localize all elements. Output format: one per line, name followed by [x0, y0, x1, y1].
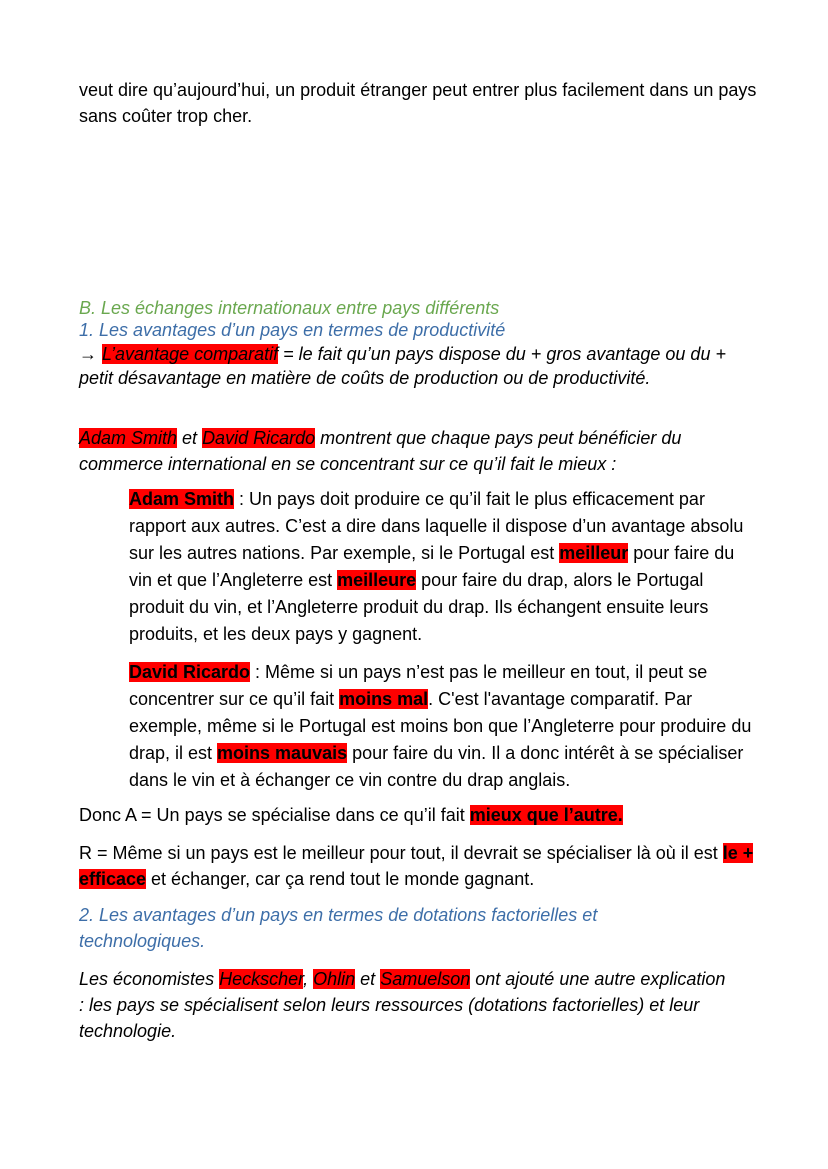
arrow: →	[79, 344, 103, 364]
section-b-heading: B. Les échanges internationaux entre pays différents	[79, 298, 500, 318]
highlight-heckscher: Heckscher	[219, 969, 304, 989]
smith-paragraph	[129, 486, 759, 648]
highlight-david-ricardo: David Ricardo	[202, 428, 316, 448]
r-paragraph	[79, 840, 759, 892]
highlight-adam-smith: Adam Smith	[79, 428, 178, 448]
ricardo-paragraph	[129, 659, 759, 794]
highlight: meilleur	[559, 543, 629, 563]
highlight-name: David Ricardo	[129, 662, 251, 682]
highlight-name: Adam Smith	[129, 489, 235, 509]
subsection-1-heading: 1. Les avantages d’un pays en termes de productivité	[79, 320, 506, 340]
text: et	[177, 428, 203, 448]
highlight: moins mauvais	[217, 743, 348, 763]
text: pour faire du drap, alors le Portugal produit du vin, et l’Angleterre produit du drap. Ils échangent ensuite leurs produits, et les deux pays y gagnent.	[129, 570, 709, 644]
text: R = Même si un pays est le meilleur pour tout, il devrait se spécialiser là où il est	[79, 843, 723, 863]
donc-paragraph	[79, 802, 759, 828]
highlight: mieux que l’autre.	[469, 805, 623, 825]
text: . C'est l'avantage comparatif. Par exemple, même si le Portugal est moins bon que l’Angleterre pour produire du drap, il est	[129, 689, 752, 763]
text: ont ajouté une autre explication : les pays se spécialisent selon leurs ressources (dotations factorielles) et leur technologie.	[79, 969, 726, 1041]
intro-paragraph: veut dire qu’aujourd’hui, un produit étranger peut entrer plus facilement dans un pays sans coûter trop cher.	[79, 80, 757, 126]
highlight: moins mal	[339, 689, 429, 709]
text: : Un pays doit produire ce qu’il fait le plus efficacement par rapport aux autres. C’est a dire dans laquelle il dispose d’un avantage absolu sur les autres nations. Par exemple, si le Portugal est	[129, 489, 744, 563]
text: montrent que chaque pays peut bénéficier du commerce international en se concentrant sur ce qu’il fait le mieux :	[79, 428, 682, 474]
text: et	[355, 969, 381, 989]
highlight-samuelson: Samuelson	[380, 969, 471, 989]
text: pour faire du vin. Il a donc intérêt à se spécialiser dans le vin et à échanger ce vin contre du drap anglais.	[129, 743, 744, 790]
economists-intro	[79, 425, 759, 477]
text: : Même si un pays n’est pas le meilleur en tout, il peut se concentrer sur ce qu’il fait	[129, 662, 708, 709]
text: ,	[303, 969, 314, 989]
definition-paragraph	[79, 342, 749, 390]
text: Donc A = Un pays se spécialise dans ce qu’il fait	[79, 805, 470, 825]
subsection-2-heading: 2. Les avantages d’un pays en termes de dotations factorielles et technologiques.	[79, 905, 598, 951]
text: Les économistes	[79, 969, 220, 989]
highlight: le + efficace	[79, 843, 754, 889]
text: pour faire du vin et que l’Angleterre est	[129, 543, 735, 590]
definition-text: = le fait qu’un pays dispose du + gros avantage ou du + petit désavantage en matière de coûts de production ou de productivité.	[79, 344, 726, 388]
hos-paragraph	[79, 966, 729, 1044]
highlight-ohlin: Ohlin	[313, 969, 356, 989]
text: et échanger, car ça rend tout le monde gagnant.	[146, 869, 535, 889]
highlight-term: L’avantage comparatif	[102, 344, 279, 364]
highlight: meilleure	[337, 570, 417, 590]
